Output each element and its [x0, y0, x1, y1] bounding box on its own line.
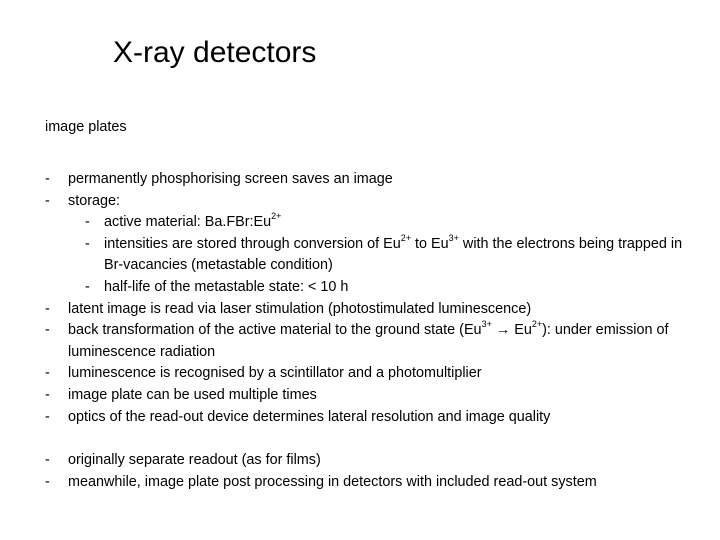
sub-bullet-item	[68, 234, 705, 277]
spacer	[45, 139, 705, 169]
bullet-text: Eu	[510, 322, 532, 339]
slide-body	[45, 117, 705, 493]
bullet-dash: -	[45, 171, 50, 187]
bullet-dash: -	[45, 300, 50, 317]
bullet-text: permanently phosphorising screen saves an image	[68, 171, 393, 187]
bullet-text: to Eu	[411, 235, 449, 252]
bullet-item	[45, 191, 705, 299]
bullet-item	[45, 472, 705, 494]
bullet-text: back transformation of the active material to the ground state (Eu	[68, 322, 482, 339]
slide-title: X-ray detectors	[113, 36, 317, 69]
bullet-text: ): under emission of luminescence radiation	[68, 322, 669, 360]
bullet-dash: -	[45, 192, 50, 209]
bullet-dash: -	[45, 365, 50, 382]
bullet-text: luminescence is recognised by a scintillator and a photomultiplier	[68, 365, 482, 382]
bullet-item	[45, 450, 705, 472]
superscript: 3+	[481, 319, 492, 330]
bullet-dash: -	[45, 322, 50, 339]
bullet-text: intensities are stored through conversion of Eu	[104, 235, 401, 252]
sub-bullet-item	[68, 277, 705, 299]
bullet-list-secondary	[45, 450, 705, 493]
bullet-dash: -	[85, 278, 90, 295]
bullet-list-main	[45, 169, 705, 428]
superscript: 3+	[448, 232, 459, 243]
sub-bullet-item	[68, 212, 705, 234]
bullet-dash: -	[45, 408, 50, 425]
bullet-text: optics of the read-out device determines lateral resolution and image quality	[68, 408, 551, 425]
bullet-dash: -	[45, 452, 50, 469]
bullet-item	[45, 385, 705, 407]
bullet-text: storage:	[68, 192, 120, 209]
bullet-text: with the electrons being trapped in Br-vacancies (metastable condition)	[104, 235, 683, 274]
bullet-text: half-life of the metastable state: < 10 h	[104, 278, 349, 295]
bullet-item	[45, 363, 705, 385]
section-heading: image plates	[45, 119, 127, 135]
bullet-item	[45, 407, 705, 429]
superscript: 2+	[531, 319, 543, 330]
bullet-item	[45, 169, 705, 191]
bullet-text: meanwhile, image plate post processing in detectors with included read-out system	[68, 473, 597, 490]
sub-bullet-list	[68, 212, 705, 298]
bullet-dash: -	[45, 473, 50, 490]
bullet-dash: -	[85, 214, 90, 231]
bullet-text: originally separate readout (as for films)	[68, 452, 321, 469]
superscript: 2+	[400, 232, 412, 243]
bullet-item	[45, 320, 705, 363]
bullet-item	[45, 299, 705, 321]
bullet-text: image plate can be used multiple times	[68, 386, 317, 403]
arrow-right-icon: →	[495, 322, 511, 339]
superscript: 2+	[271, 211, 282, 222]
bullet-text: latent image is read via laser stimulation (photostimulated luminescence)	[68, 300, 532, 317]
spacer	[45, 428, 705, 450]
bullet-dash: -	[85, 235, 90, 252]
bullet-text: active material: Ba.FBr:Eu	[104, 214, 272, 231]
bullet-dash: -	[45, 386, 50, 403]
